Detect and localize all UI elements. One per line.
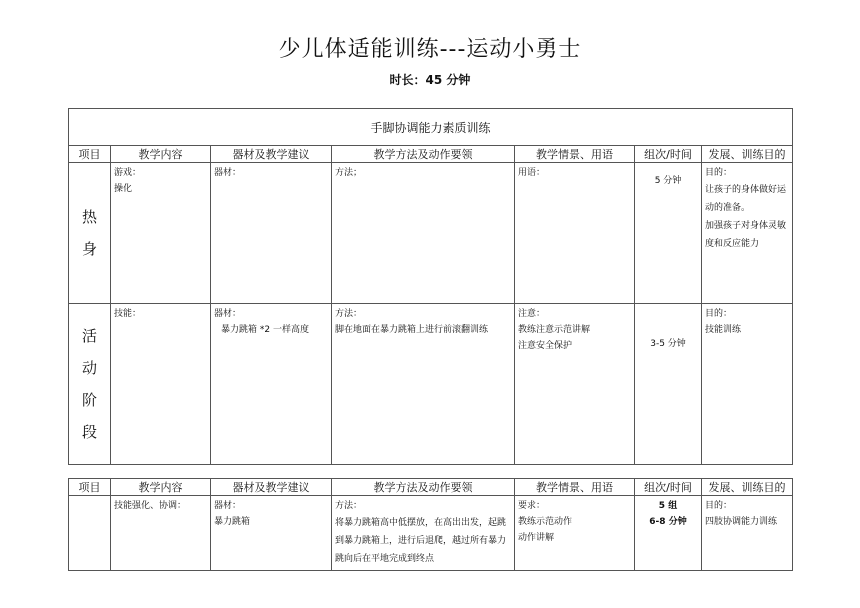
header-cell: 项目 xyxy=(69,146,111,163)
cell-text: 技能训练 xyxy=(705,325,742,335)
stage-char: 阶 xyxy=(81,391,97,409)
section-title: 手脚协调能力素质训练 xyxy=(69,109,793,146)
cell-text: 3-5 分钟 xyxy=(650,339,686,349)
cell-text: 四肢协调能力训练 xyxy=(705,517,778,527)
cell-text: 5 组 xyxy=(658,501,678,511)
goal-cell xyxy=(702,304,793,465)
cell-text: 技能强化、协调： xyxy=(114,501,187,511)
cell-text: 目的： xyxy=(705,309,733,319)
equipment-cell xyxy=(211,496,332,571)
duration-label: 时长：45 分钟 xyxy=(389,73,471,87)
cell-text: 将暴力跳箱高中低摆放，在高出出发，起跳到暴力跳箱上，进行后退爬，越过所有暴力跳向后在平地完成到终点 xyxy=(335,518,507,564)
equipment-cell xyxy=(211,304,332,465)
time-cell xyxy=(635,163,702,304)
cell-text: 器材： xyxy=(214,309,242,319)
cell-text: 注意安全保护 xyxy=(518,341,573,351)
cell-text: 方法： xyxy=(335,501,363,511)
cell-text: 教练注意示范讲解 xyxy=(518,325,591,335)
cell-text: 技能： xyxy=(114,309,142,319)
table-header-row xyxy=(69,479,793,496)
header-cell: 项目 xyxy=(69,479,111,496)
table-row xyxy=(69,304,793,465)
stage-char: 活 xyxy=(81,327,97,345)
training-table-1 xyxy=(68,108,793,465)
time-cell xyxy=(635,496,702,571)
cell-text: 加强孩子对身体灵敏度和反应能力 xyxy=(705,221,787,249)
table-header-row xyxy=(69,146,793,163)
cell-text: 用语： xyxy=(518,168,546,178)
header-cell: 器材及教学建议 xyxy=(211,146,332,163)
header-cell: 教学方法及动作要领 xyxy=(332,146,515,163)
cell-text: 操化 xyxy=(114,184,133,194)
cell-text: 目的： xyxy=(705,168,733,178)
stage-cell xyxy=(69,496,111,571)
header-cell: 教学方法及动作要领 xyxy=(332,479,515,496)
goal-cell xyxy=(702,496,793,571)
cell-text: 器材： xyxy=(214,168,242,178)
content-cell xyxy=(111,304,211,465)
scene-cell xyxy=(515,163,635,304)
equipment-cell xyxy=(211,163,332,304)
cell-text: 让孩子的身体做好运动的准备。 xyxy=(705,185,787,213)
header-cell: 教学情景、用语 xyxy=(515,479,635,496)
header-cell: 教学内容 xyxy=(111,146,211,163)
cell-text: 5 分钟 xyxy=(654,176,682,186)
cell-text: 注意： xyxy=(518,309,546,319)
cell-text: 暴力跳箱 *2 一样高度 xyxy=(221,325,309,335)
header-cell: 教学情景、用语 xyxy=(515,146,635,163)
cell-text: 方法； xyxy=(335,168,363,178)
header-cell: 发展、训练目的 xyxy=(702,479,793,496)
stage-char: 段 xyxy=(81,423,97,441)
header-cell: 组次/时间 xyxy=(635,479,702,496)
method-cell xyxy=(332,304,515,465)
content-cell xyxy=(111,496,211,571)
stage-char: 身 xyxy=(81,240,97,258)
stage-char: 动 xyxy=(81,359,97,377)
method-cell xyxy=(332,496,515,571)
training-table-2 xyxy=(68,478,793,571)
goal-cell xyxy=(702,163,793,304)
scene-cell xyxy=(515,496,635,571)
cell-text: 暴力跳箱 xyxy=(214,517,251,527)
cell-text: 动作讲解 xyxy=(518,533,555,543)
cell-text: 脚在地面在暴力跳箱上进行前滚翻训练 xyxy=(335,325,489,335)
table-row xyxy=(69,163,793,304)
method-cell xyxy=(332,163,515,304)
stage-char: 热 xyxy=(81,208,97,226)
cell-text: 教练示范动作 xyxy=(518,517,573,527)
stage-cell xyxy=(69,304,111,465)
cell-text: 要求： xyxy=(518,501,546,511)
stage-cell xyxy=(69,163,111,304)
content-cell xyxy=(111,163,211,304)
cell-text: 器材： xyxy=(214,501,242,511)
cell-text: 游戏： xyxy=(114,168,142,178)
header-cell: 组次/时间 xyxy=(635,146,702,163)
cell-text: 方法： xyxy=(335,309,363,319)
header-cell: 发展、训练目的 xyxy=(702,146,793,163)
document-title: 少儿体适能训练---运动小勇士 xyxy=(278,37,582,62)
header-cell: 器材及教学建议 xyxy=(211,479,332,496)
cell-text: 6-8 分钟 xyxy=(649,517,687,527)
cell-text: 目的： xyxy=(705,501,733,511)
scene-cell xyxy=(515,304,635,465)
time-cell xyxy=(635,304,702,465)
header-cell: 教学内容 xyxy=(111,479,211,496)
table-row xyxy=(69,496,793,571)
